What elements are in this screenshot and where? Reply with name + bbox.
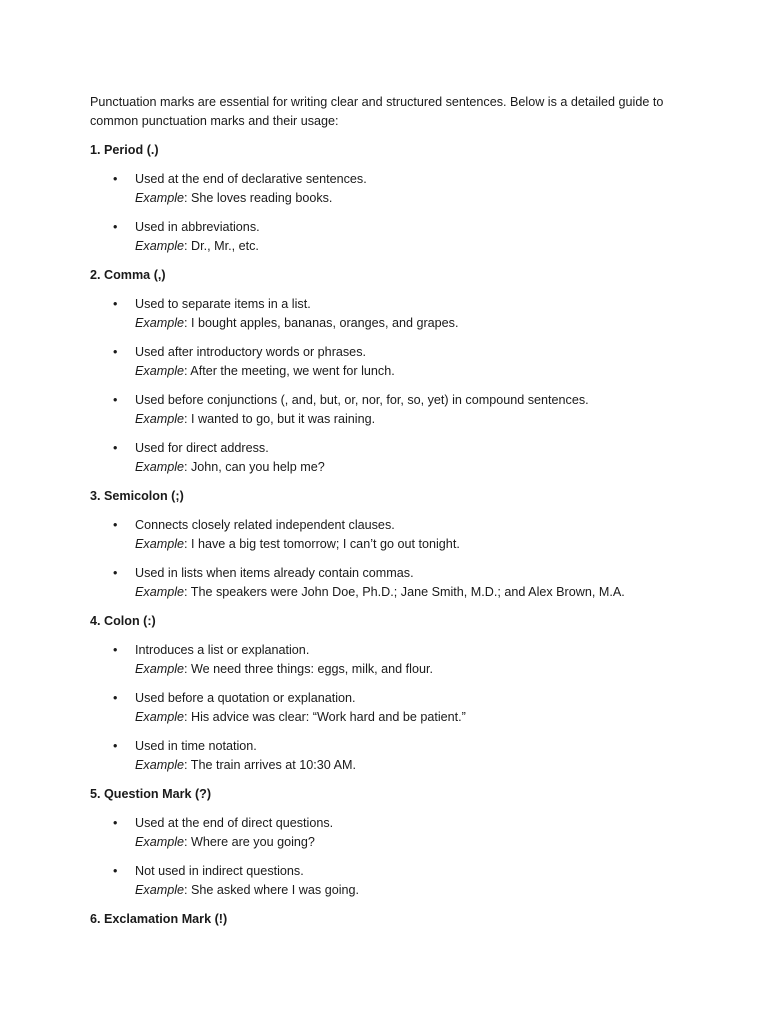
bullet-icon: • (113, 172, 118, 186)
item-description: Used to separate items in a list. (135, 297, 311, 311)
bullet-icon: • (113, 816, 118, 830)
item-description: Used in abbreviations. (135, 220, 260, 234)
example-text: : After the meeting, we went for lunch. (184, 364, 395, 378)
item-description: Used before a quotation or explanation. (135, 691, 356, 705)
bullet-icon: • (113, 441, 118, 455)
bullet-icon: • (113, 345, 118, 359)
section-comma (90, 266, 690, 477)
example-text: : We need three things: eggs, milk, and flour. (184, 662, 433, 676)
section-question-mark (90, 785, 690, 900)
item-description: Used at the end of declarative sentences. (135, 172, 367, 186)
bullet-list (90, 516, 690, 602)
list-item (90, 218, 690, 256)
section-semicolon (90, 487, 690, 602)
example-text: : Dr., Mr., etc. (184, 239, 259, 253)
section-period (90, 141, 690, 256)
bullet-icon: • (113, 566, 118, 580)
bullet-icon: • (113, 518, 118, 532)
example-text: : I wanted to go, but it was raining. (184, 412, 376, 426)
bullet-list (90, 170, 690, 256)
example-label: Example (135, 883, 184, 897)
list-item (90, 564, 690, 602)
item-description: Not used in indirect questions. (135, 864, 304, 878)
example-text: : She loves reading books. (184, 191, 333, 205)
bullet-icon: • (113, 220, 118, 234)
example-label: Example (135, 710, 184, 724)
item-description: Used before conjunctions (, and, but, or, nor, for, so, yet) in compound sentences. (135, 393, 589, 407)
item-description: Used in lists when items already contain commas. (135, 566, 414, 580)
example-label: Example (135, 460, 184, 474)
list-item (90, 295, 690, 333)
item-example (135, 410, 690, 429)
section-heading: 1. Period (.) (90, 143, 159, 157)
item-example (135, 660, 690, 679)
example-label: Example (135, 239, 184, 253)
example-label: Example (135, 585, 184, 599)
item-description: Used in time notation. (135, 739, 257, 753)
example-label: Example (135, 191, 184, 205)
list-item (90, 862, 690, 900)
example-text: : John, can you help me? (184, 460, 325, 474)
example-label: Example (135, 364, 184, 378)
document-page (90, 93, 690, 939)
example-text: : I bought apples, bananas, oranges, and grapes. (184, 316, 459, 330)
example-label: Example (135, 412, 184, 426)
section-heading: 3. Semicolon (;) (90, 489, 184, 503)
bullet-icon: • (113, 739, 118, 753)
example-label: Example (135, 835, 184, 849)
bullet-icon: • (113, 864, 118, 878)
example-label: Example (135, 537, 184, 551)
item-description: Used after introductory words or phrases. (135, 345, 366, 359)
example-text: : She asked where I was going. (184, 883, 360, 897)
list-item (90, 439, 690, 477)
item-description: Introduces a list or explanation. (135, 643, 310, 657)
item-example (135, 189, 690, 208)
list-item (90, 737, 690, 775)
section-heading: 5. Question Mark (?) (90, 787, 212, 801)
section-heading: 6. Exclamation Mark (!) (90, 912, 228, 926)
section-colon (90, 612, 690, 775)
item-example (135, 535, 690, 554)
example-text: : His advice was clear: “Work hard and be patient.” (184, 710, 466, 724)
item-description: Used at the end of direct questions. (135, 816, 334, 830)
intro-paragraph: Punctuation marks are essential for writing clear and structured sentences. Below is a detailed guide to common punctuation marks and their usage: (90, 95, 664, 128)
item-example (135, 833, 690, 852)
bullet-list (90, 814, 690, 900)
item-example (135, 708, 690, 727)
example-text: : The train arrives at 10:30 AM. (184, 758, 356, 772)
bullet-icon: • (113, 393, 118, 407)
item-example (135, 881, 690, 900)
item-description: Used for direct address. (135, 441, 269, 455)
bullet-icon: • (113, 691, 118, 705)
list-item (90, 689, 690, 727)
item-example (135, 583, 690, 602)
list-item (90, 641, 690, 679)
item-example (135, 458, 690, 477)
item-example (135, 362, 690, 381)
bullet-icon: • (113, 297, 118, 311)
list-item (90, 391, 690, 429)
item-example (135, 237, 690, 256)
example-text: : The speakers were John Doe, Ph.D.; Jane Smith, M.D.; and Alex Brown, M.A. (184, 585, 625, 599)
example-label: Example (135, 662, 184, 676)
item-example (135, 314, 690, 333)
item-example (135, 756, 690, 775)
item-description: Connects closely related independent clauses. (135, 518, 395, 532)
bullet-list (90, 641, 690, 775)
section-heading: 4. Colon (:) (90, 614, 156, 628)
list-item (90, 814, 690, 852)
example-text: : I have a big test tomorrow; I can’t go out tonight. (184, 537, 460, 551)
example-label: Example (135, 758, 184, 772)
list-item (90, 170, 690, 208)
bullet-list (90, 295, 690, 477)
list-item (90, 343, 690, 381)
bullet-icon: • (113, 643, 118, 657)
example-text: : Where are you going? (184, 835, 315, 849)
example-label: Example (135, 316, 184, 330)
list-item (90, 516, 690, 554)
section-heading: 2. Comma (,) (90, 268, 166, 282)
section-exclamation-mark (90, 910, 690, 928)
